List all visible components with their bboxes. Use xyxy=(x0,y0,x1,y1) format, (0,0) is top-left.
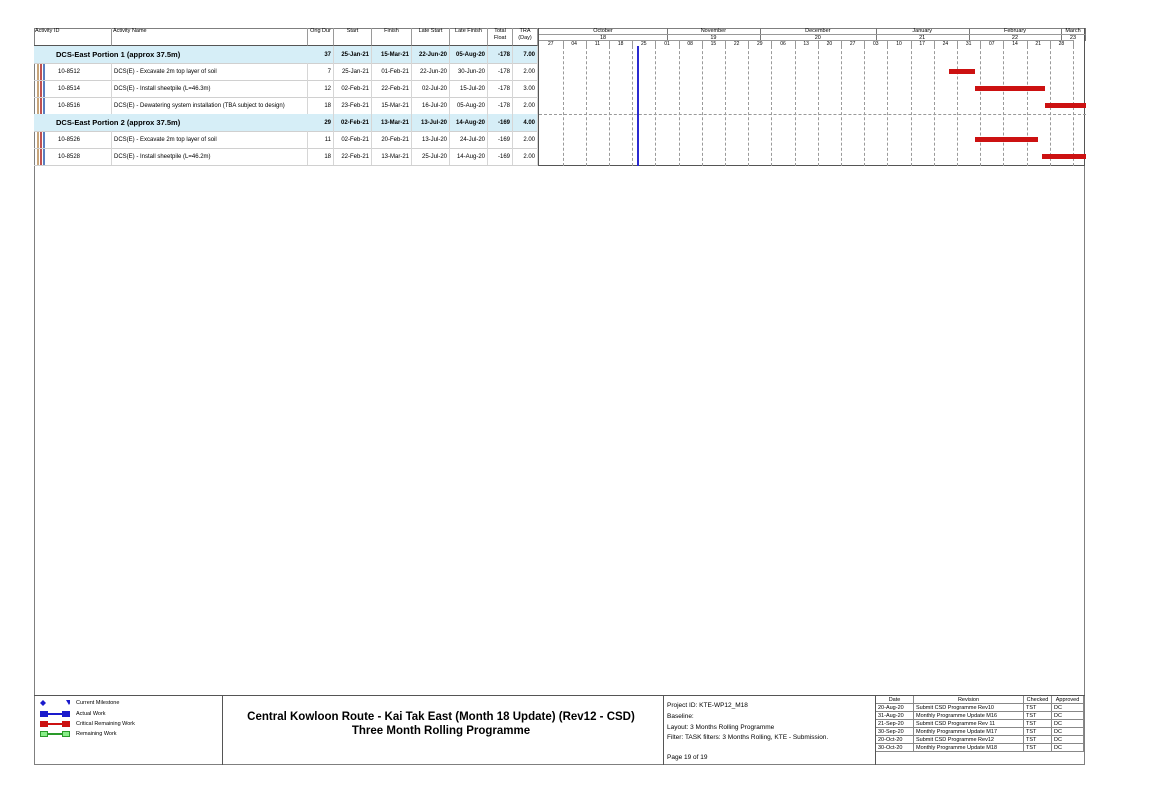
revision-desc: Submit CSD Programme Rev 11 xyxy=(914,720,1024,728)
timescale-month: October xyxy=(539,28,668,34)
activity-id: 10-8528 xyxy=(34,148,112,165)
milestone-icon xyxy=(40,700,70,706)
col-label: TRA (Day) xyxy=(518,28,532,41)
col-label: Finish xyxy=(384,28,399,34)
late-finish: 05-Aug-20 xyxy=(450,97,488,114)
timescale-week: 31 xyxy=(957,40,981,47)
critical-activity-bar[interactable] xyxy=(975,137,1038,142)
timescale-week: 01 xyxy=(655,40,679,47)
timescale-week: 15 xyxy=(702,40,726,47)
revision-checked: TST xyxy=(1024,720,1052,728)
col-late-finish[interactable] xyxy=(450,28,488,46)
revision-desc: Monthly Programme Update M17 xyxy=(914,728,1024,736)
col-label: Orig Dur xyxy=(310,28,331,34)
activity-id: 10-8526 xyxy=(34,131,112,148)
revision-approved: DC xyxy=(1052,712,1084,720)
activity-row[interactable] xyxy=(34,63,538,81)
critical-work-icon xyxy=(40,721,70,727)
activity-id: 10-8514 xyxy=(34,80,112,97)
activity-name: DCS(E) - Excavate 2m top layer of soil xyxy=(112,131,308,148)
timescale-week: 20 xyxy=(818,40,842,47)
timescale-month: February xyxy=(969,28,1063,34)
legend-label: Current Milestone xyxy=(76,700,120,706)
col-label: Late Finish xyxy=(455,28,482,34)
timescale-week: 03 xyxy=(864,40,888,47)
orig-dur: 12 xyxy=(308,80,334,97)
col-start[interactable] xyxy=(334,28,372,46)
gridline xyxy=(841,46,842,166)
late-start: 13-Jul-20 xyxy=(412,131,450,148)
orig-dur: 11 xyxy=(308,131,334,148)
revision-checked: TST xyxy=(1024,728,1052,736)
finish-date: 13-Mar-21 xyxy=(372,114,412,131)
revision-header: Checked xyxy=(1024,696,1052,704)
late-finish: 24-Jul-20 xyxy=(450,131,488,148)
report-title: Central Kowloon Route - Kai Tak East (Month 18 Update) (Rev12 - CSD) xyxy=(247,711,635,723)
revision-date: 20-Oct-20 xyxy=(876,736,914,744)
group-separator xyxy=(539,114,1086,115)
col-label: Total Float xyxy=(493,28,507,41)
total-float: -169 xyxy=(488,148,513,165)
activity-row[interactable] xyxy=(34,131,538,149)
timescale-week: 21 xyxy=(1027,40,1051,47)
total-float: -178 xyxy=(488,80,513,97)
late-start: 02-Jul-20 xyxy=(412,80,450,97)
report-subtitle: Three Month Rolling Programme xyxy=(351,725,531,737)
timescale-week: 07 xyxy=(980,40,1004,47)
revision-checked: TST xyxy=(1024,744,1052,752)
gridline xyxy=(795,46,796,166)
start-date: 23-Feb-21 xyxy=(334,97,372,114)
gridline xyxy=(864,46,865,166)
data-date-line xyxy=(637,46,639,166)
gantt-chart xyxy=(538,28,1085,166)
gridline xyxy=(1027,46,1028,166)
start-date: 25-Jan-21 xyxy=(334,46,372,63)
col-finish[interactable] xyxy=(372,28,412,46)
gridline xyxy=(632,46,633,166)
revision-checked: TST xyxy=(1024,704,1052,712)
revision-date: 30-Sep-20 xyxy=(876,728,914,736)
project-id: Project ID: KTE-WP12_M18 xyxy=(667,702,748,709)
revision-date: 31-Aug-20 xyxy=(876,712,914,720)
start-date: 22-Feb-21 xyxy=(334,148,372,165)
col-late-start[interactable] xyxy=(412,28,450,46)
col-total-float[interactable] xyxy=(488,28,513,46)
revision-header: Approved xyxy=(1052,696,1084,704)
legend-actual-work xyxy=(40,711,106,717)
timescale-week: 10 xyxy=(887,40,911,47)
revision-desc: Submit CSD Programme Rev12 xyxy=(914,736,1024,744)
finish-date: 22-Feb-21 xyxy=(372,80,412,97)
timescale-week: 17 xyxy=(911,40,935,47)
legend-label: Actual Work xyxy=(76,711,106,717)
start-date: 02-Feb-21 xyxy=(334,80,372,97)
col-label: Start xyxy=(346,28,359,34)
activity-name: DCS(E) - Excavate 2m top layer of soil xyxy=(112,63,308,80)
timescale-period: 18 xyxy=(539,34,668,41)
timescale-period: 19 xyxy=(667,34,761,41)
orig-dur: 29 xyxy=(308,114,334,131)
actual-work-icon xyxy=(40,711,70,717)
legend-critical-remaining xyxy=(40,721,135,727)
activity-row[interactable] xyxy=(34,148,538,166)
timescale-week: 06 xyxy=(771,40,795,47)
revision-header: Revision xyxy=(914,696,1024,704)
late-start: 13-Jul-20 xyxy=(412,114,450,131)
finish-date: 15-Mar-21 xyxy=(372,46,412,63)
start-date: 02-Feb-21 xyxy=(334,131,372,148)
finish-date: 01-Feb-21 xyxy=(372,63,412,80)
gridline xyxy=(725,46,726,166)
tra-days: 2.00 xyxy=(513,131,538,148)
gridline xyxy=(655,46,656,166)
tra-days: 3.00 xyxy=(513,80,538,97)
col-activity-name[interactable] xyxy=(112,28,308,46)
col-label: Activity Name xyxy=(113,28,147,34)
total-float: -178 xyxy=(488,97,513,114)
timescale-month: November xyxy=(667,28,761,34)
timescale-period: 21 xyxy=(876,34,970,41)
timescale-week: 14 xyxy=(1003,40,1027,47)
total-float: -169 xyxy=(488,114,513,131)
timescale-period: 20 xyxy=(760,34,877,41)
wbs-group-row[interactable] xyxy=(34,114,538,132)
revision-desc: Monthly Programme Update M16 xyxy=(914,712,1024,720)
late-finish: 05-Aug-20 xyxy=(450,46,488,63)
activity-id: 10-8516 xyxy=(34,97,112,114)
orig-dur: 37 xyxy=(308,46,334,63)
group-name: DCS-East Portion 2 (approx 37.5m) xyxy=(56,118,181,127)
start-date: 25-Jan-21 xyxy=(334,63,372,80)
tra-days: 7.00 xyxy=(513,46,538,63)
late-start: 22-Jun-20 xyxy=(412,63,450,80)
col-orig-dur[interactable] xyxy=(308,28,334,46)
gridline xyxy=(586,46,587,166)
footer-divider xyxy=(663,695,664,765)
timescale-month: January xyxy=(876,28,970,34)
timescale-period: 22 xyxy=(969,34,1063,41)
start-date: 02-Feb-21 xyxy=(334,114,372,131)
gridline xyxy=(980,46,981,166)
timescale-week: 18 xyxy=(609,40,633,47)
revision-approved: DC xyxy=(1052,736,1084,744)
total-float: -178 xyxy=(488,46,513,63)
gridline xyxy=(818,46,819,166)
timescale-week: 27 xyxy=(841,40,865,47)
gridline xyxy=(934,46,935,166)
orig-dur: 18 xyxy=(308,148,334,165)
late-finish: 15-Jul-20 xyxy=(450,80,488,97)
revision-desc: Monthly Programme Update M18 xyxy=(914,744,1024,752)
revision-approved: DC xyxy=(1052,744,1084,752)
revision-approved: DC xyxy=(1052,728,1084,736)
activity-name: DCS(E) - Install sheetpile (L=46.3m) xyxy=(112,80,308,97)
revision-checked: TST xyxy=(1024,712,1052,720)
timescale-week: 04 xyxy=(563,40,587,47)
critical-activity-bar[interactable] xyxy=(1042,154,1086,159)
critical-activity-bar[interactable] xyxy=(1045,103,1086,108)
late-finish: 14-Aug-20 xyxy=(450,114,488,131)
legend-current-milestone xyxy=(40,700,119,706)
tra-days: 2.00 xyxy=(513,148,538,165)
gridline xyxy=(563,46,564,166)
gridline xyxy=(887,46,888,166)
filter-info: Filter: TASK filters: 3 Months Rolling, KTE - Submission. xyxy=(667,734,829,741)
total-float: -169 xyxy=(488,131,513,148)
baseline: Baseline: xyxy=(667,713,694,720)
timescale-period: 23 xyxy=(1061,34,1085,41)
orig-dur: 18 xyxy=(308,97,334,114)
timescale-month: December xyxy=(760,28,877,34)
gridline xyxy=(609,46,610,166)
activity-name: DCS(E) - Dewatering system installation (TBA subject to design) xyxy=(112,97,308,114)
activity-id: 10-8512 xyxy=(34,63,112,80)
revision-date: 20-Aug-20 xyxy=(876,704,914,712)
revision-checked: TST xyxy=(1024,736,1052,744)
gridline xyxy=(702,46,703,166)
timescale-week: 22 xyxy=(725,40,749,47)
finish-date: 13-Mar-21 xyxy=(372,148,412,165)
revision-approved: DC xyxy=(1052,720,1084,728)
revision-desc: Submit CSD Programme Rev10 xyxy=(914,704,1024,712)
tra-days: 2.00 xyxy=(513,97,538,114)
tra-days: 2.00 xyxy=(513,63,538,80)
col-label: Late Start xyxy=(418,28,443,34)
finish-date: 20-Feb-21 xyxy=(372,131,412,148)
legend-label: Critical Remaining Work xyxy=(76,721,135,727)
gridline xyxy=(1003,46,1004,166)
late-start: 16-Jul-20 xyxy=(412,97,450,114)
gridline xyxy=(771,46,772,166)
timescale-week: 28 xyxy=(1050,40,1074,47)
footer-divider xyxy=(222,695,223,765)
timescale-week: 29 xyxy=(748,40,772,47)
col-tra[interactable] xyxy=(513,28,538,46)
page-number: Page 19 of 19 xyxy=(667,754,708,761)
total-float: -178 xyxy=(488,63,513,80)
revision-header: Date xyxy=(876,696,914,704)
gridline xyxy=(911,46,912,166)
wbs-group-row[interactable] xyxy=(34,46,538,64)
tra-days: 4.00 xyxy=(513,114,538,131)
legend-label: Remaining Work xyxy=(76,731,117,737)
late-finish: 14-Aug-20 xyxy=(450,148,488,165)
timescale-month: March xyxy=(1061,28,1085,34)
timescale-week: 13 xyxy=(795,40,819,47)
layout-name: Layout: 3 Months Rolling Programme xyxy=(667,724,775,731)
timescale-week: 08 xyxy=(679,40,703,47)
gridline xyxy=(748,46,749,166)
timescale-week: 11 xyxy=(586,40,610,47)
timescale-week: 25 xyxy=(632,40,656,47)
revision-date: 30-Oct-20 xyxy=(876,744,914,752)
revision-date: 21-Sep-20 xyxy=(876,720,914,728)
late-start: 25-Jul-20 xyxy=(412,148,450,165)
orig-dur: 7 xyxy=(308,63,334,80)
revision-approved: DC xyxy=(1052,704,1084,712)
gridline xyxy=(679,46,680,166)
group-name: DCS-East Portion 1 (approx 37.5m) xyxy=(56,50,181,59)
activity-name: DCS(E) - Install sheetpile (L=46.2m) xyxy=(112,148,308,165)
activity-row[interactable] xyxy=(34,97,538,115)
critical-activity-bar[interactable] xyxy=(975,86,1044,91)
gridline xyxy=(957,46,958,166)
late-finish: 30-Jun-20 xyxy=(450,63,488,80)
col-label: Activity ID xyxy=(35,28,60,34)
critical-activity-bar[interactable] xyxy=(949,69,975,74)
late-start: 22-Jun-20 xyxy=(412,46,450,63)
activity-row[interactable] xyxy=(34,80,538,98)
timescale-week: 24 xyxy=(934,40,958,47)
remaining-work-icon xyxy=(40,731,70,737)
finish-date: 15-Mar-21 xyxy=(372,97,412,114)
timescale-week: 27 xyxy=(539,40,564,47)
col-activity-id[interactable] xyxy=(34,28,112,46)
legend-remaining-work xyxy=(40,731,117,737)
